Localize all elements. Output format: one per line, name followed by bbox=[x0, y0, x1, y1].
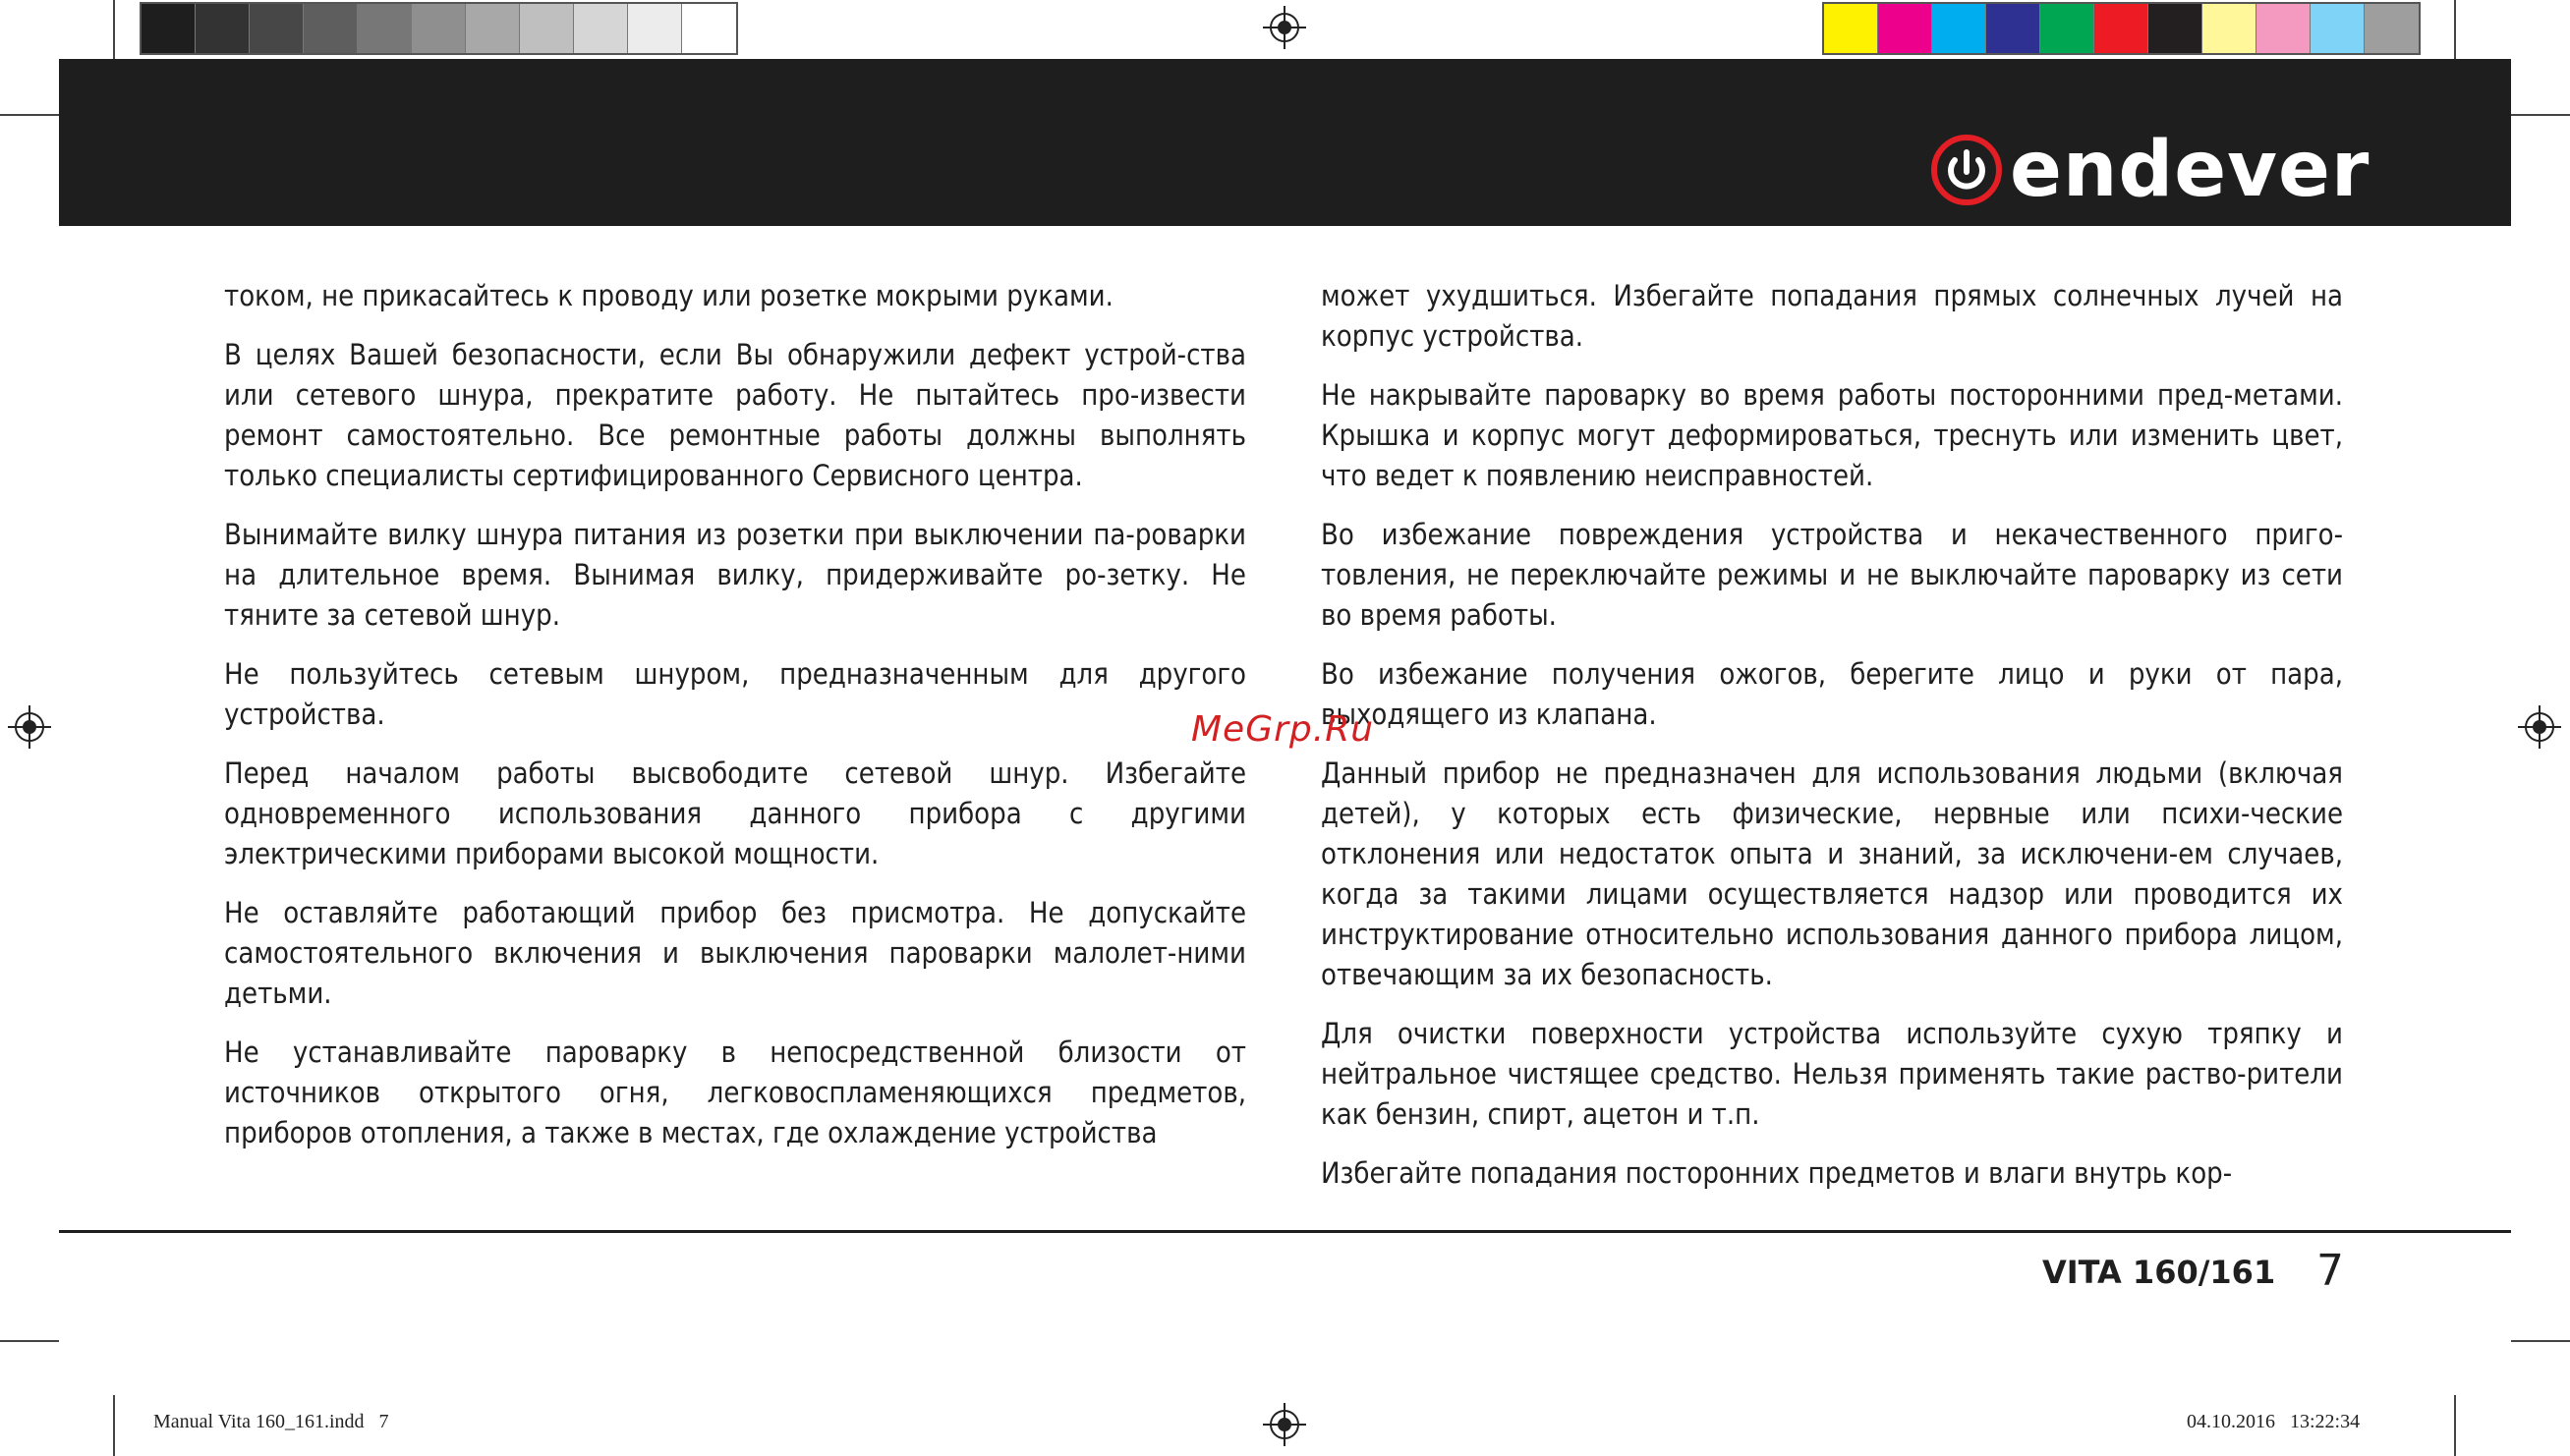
color-swatch bbox=[2311, 4, 2365, 53]
footer-rule bbox=[59, 1230, 2511, 1233]
power-icon bbox=[1931, 135, 2002, 205]
crop-mark bbox=[0, 114, 59, 116]
color-swatch bbox=[1878, 4, 1932, 53]
color-swatch bbox=[358, 4, 412, 53]
body-paragraph: Данный прибор не предназначен для использования людьми (включая детей), у которых есть физические, нервные или психи-ческие отклонения или недостаток опыта и знаний, за исключени-ем случаев, когда за такими лицами осуществляется надзор или проводится их инструктирование относительно использования данного прибора лицом, отвечающим за их безопасность. bbox=[1321, 756, 2343, 991]
model-name: VITA 160/161 bbox=[2042, 1254, 2276, 1291]
slug-filename: Manual Vita 160_161.indd 7 bbox=[153, 1411, 389, 1432]
brand-wordmark: endever bbox=[2010, 126, 2370, 214]
color-swatch bbox=[2040, 4, 2094, 53]
body-paragraph: током, не прикасайтесь к проводу или розетке мокрыми руками. bbox=[224, 279, 1114, 312]
crop-mark bbox=[2454, 0, 2456, 59]
registration-mark-icon bbox=[8, 705, 51, 749]
body-paragraph: Избегайте попадания посторонних предметов и влаги внутрь кор- bbox=[1321, 1156, 2233, 1190]
registration-mark-icon bbox=[1263, 1403, 1306, 1446]
color-swatch bbox=[466, 4, 520, 53]
body-paragraph: В целях Вашей безопасности, если Вы обнаружили дефект устрой-ства или сетевого шнура, прекратите работу. Не пытайтесь про-извести ремонт самостоятельно. Все ремонтные работы должны выполнять только специалисты сертифицированного Сервисного центра. bbox=[224, 338, 1246, 492]
body-paragraph: Вынимайте вилку шнура питания из розетки при выключении па-роварки на длительное время. Вынимая вилку, придерживайте ро-зетку. Не тяните за сетевой шнур. bbox=[224, 518, 1246, 632]
color-swatch bbox=[304, 4, 358, 53]
crop-mark bbox=[2511, 1340, 2570, 1342]
watermark: MeGrp.Ru bbox=[1191, 709, 1375, 750]
slug-datetime: 04.10.2016 13:22:34 bbox=[2187, 1411, 2361, 1432]
color-swatch bbox=[2094, 4, 2148, 53]
body-paragraph: Не пользуйтесь сетевым шнуром, предназначенным для другого устройства. bbox=[224, 657, 1246, 731]
crop-mark bbox=[2511, 114, 2570, 116]
registration-mark-icon bbox=[1263, 6, 1306, 49]
body-paragraph: Во избежание повреждения устройства и некачественного приго-товления, не переключайте режимы и не выключайте пароварку из сети во время работы. bbox=[1321, 518, 2343, 632]
color-swatch bbox=[1932, 4, 1986, 53]
color-swatch bbox=[682, 4, 736, 53]
body-paragraph: Не устанавливайте пароварку в непосредственной близости от источников открытого огня, легковоспламеняющихся предметов, приборов отопления, а также в местах, где охлаждение устройства bbox=[224, 1036, 1246, 1149]
color-swatch bbox=[2202, 4, 2256, 53]
color-swatch bbox=[574, 4, 628, 53]
color-swatch bbox=[412, 4, 466, 53]
body-paragraph: Для очистки поверхности устройства используйте сухую тряпку и нейтральное чистящее средство. Нельзя применять такие раство-рители как бензин, спирт, ацетон и т.п. bbox=[1321, 1017, 2343, 1131]
grayscale-bar bbox=[140, 2, 738, 55]
color-swatch bbox=[142, 4, 196, 53]
color-swatch bbox=[2148, 4, 2202, 53]
crop-mark bbox=[113, 0, 115, 59]
body-paragraph: Не оставляйте работающий прибор без присмотра. Не допускайте самостоятельного включения и выключения пароварки малолет-ними детьми. bbox=[224, 896, 1246, 1010]
body-paragraph: Перед началом работы высвободите сетевой шнур. Избегайте одновременного использования данного прибора с другими электрическими приборами высокой мощности. bbox=[224, 756, 1246, 870]
left-text-column bbox=[224, 276, 1246, 1172]
crop-mark bbox=[113, 1395, 115, 1456]
brand-logo bbox=[1931, 126, 2370, 214]
color-swatch bbox=[250, 4, 304, 53]
crop-mark bbox=[2454, 1395, 2456, 1456]
page-number: 7 bbox=[2316, 1246, 2344, 1296]
crop-mark bbox=[0, 1340, 59, 1342]
process-color-bar bbox=[1822, 2, 2421, 55]
body-paragraph: Во избежание получения ожогов, берегите лицо и руки от пара, выходящего из клапана. bbox=[1321, 657, 2343, 731]
color-swatch bbox=[196, 4, 250, 53]
color-swatch bbox=[520, 4, 574, 53]
color-swatch bbox=[1824, 4, 1878, 53]
color-swatch bbox=[628, 4, 682, 53]
body-paragraph: может ухудшиться. Избегайте попадания прямых солнечных лучей на корпус устройства. bbox=[1321, 279, 2343, 353]
color-swatch bbox=[1986, 4, 2040, 53]
registration-mark-icon bbox=[2518, 705, 2561, 749]
color-swatch bbox=[2365, 4, 2419, 53]
color-swatch bbox=[2256, 4, 2311, 53]
body-paragraph: Не накрывайте пароварку во время работы посторонними пред-метами. Крышка и корпус могут деформироваться, треснуть или изменить цвет, что ведет к появлению неисправностей. bbox=[1321, 378, 2343, 492]
right-text-column bbox=[1321, 276, 2343, 1212]
